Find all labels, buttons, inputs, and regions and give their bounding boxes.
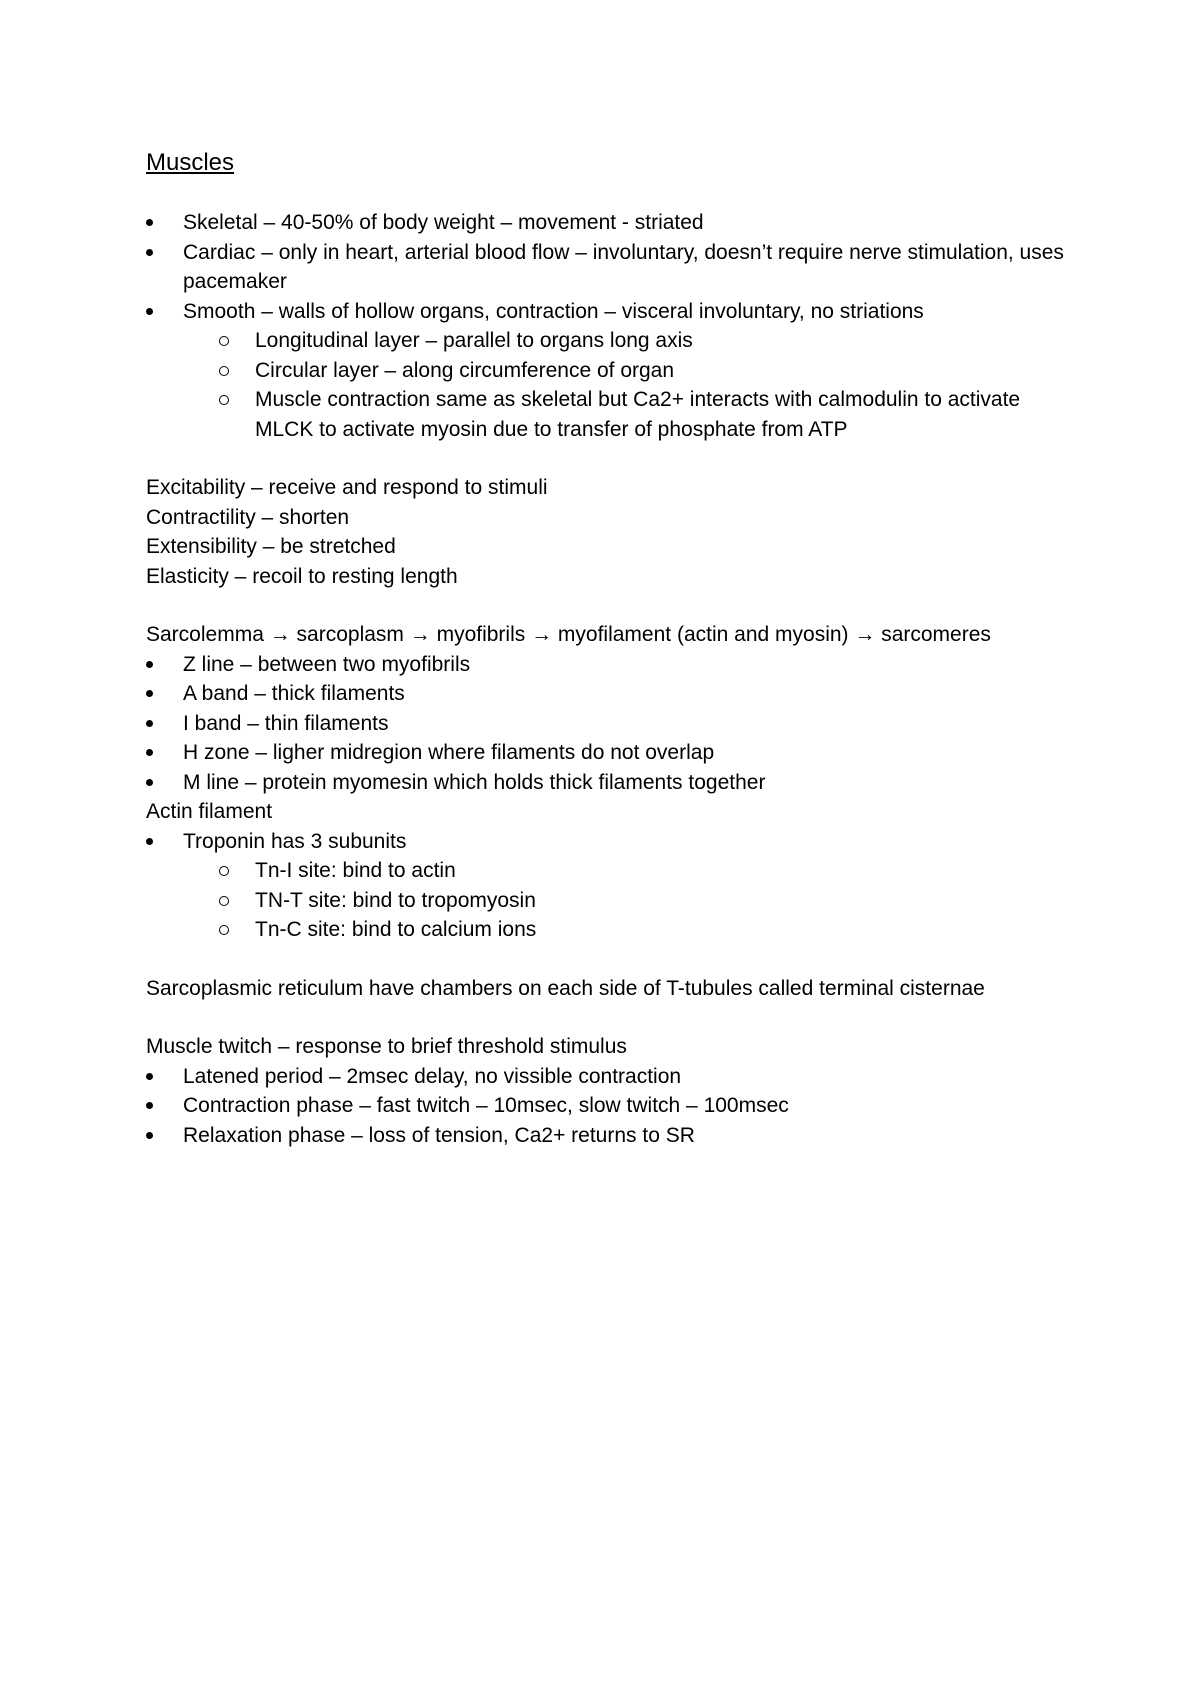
list-item: Cardiac – only in heart, arterial blood flow – involuntary, doesn’t require nerve stimulation, uses pacemaker xyxy=(146,238,1066,297)
actin-heading: Actin filament xyxy=(146,800,273,823)
muscle-types-list xyxy=(146,208,1066,444)
list-item-text: Smooth – walls of hollow organs, contraction – visceral involuntary, no striations xyxy=(183,299,924,323)
list-item xyxy=(146,827,1066,945)
list-item: Contraction phase – fast twitch – 10msec, slow twitch – 100msec xyxy=(146,1091,1066,1121)
sub-list-item: Tn-C site: bind to calcium ions xyxy=(218,915,1066,945)
property-line: Excitability – receive and respond to stimuli xyxy=(146,476,548,499)
list-item: H zone – ligher midregion where filaments do not overlap xyxy=(146,738,1066,768)
sub-list-item: TN-T site: bind to tropomyosin xyxy=(218,886,1066,916)
spacer xyxy=(146,591,1066,620)
actin-list xyxy=(146,827,1066,945)
sarcoplasmic-line: Sarcoplasmic reticulum have chambers on each side of T-tubules called terminal cisternae xyxy=(146,976,985,1000)
property-line: Elasticity – recoil to resting length xyxy=(146,564,458,588)
spacer xyxy=(146,945,1066,974)
list-item: A band – thick filaments xyxy=(146,679,1066,709)
property-line: Contractility – shorten xyxy=(146,505,350,529)
twitch-heading: Muscle twitch – response to brief threshold stimulus xyxy=(146,1035,627,1058)
page-title: Muscles xyxy=(146,149,235,176)
spacer xyxy=(146,1003,1066,1032)
list-item: I band – thin filaments xyxy=(146,709,1066,739)
sub-list-item: Longitudinal layer – parallel to organs long axis xyxy=(218,326,1066,356)
list-item: M line – protein myomesin which holds thick filaments together xyxy=(146,768,1066,798)
list-item: Skeletal – 40-50% of body weight – movement - striated xyxy=(146,208,1066,238)
sub-list-item: Tn-I site: bind to actin xyxy=(218,856,1066,886)
troponin-sublist xyxy=(218,856,1066,945)
list-item: Latened period – 2msec delay, no vissible contraction xyxy=(146,1062,1066,1092)
sarcomere-list xyxy=(146,650,1066,798)
sub-list-item: Muscle contraction same as skeletal but Ca2+ interacts with calmodulin to activate MLCK to activate myosin due to transfer of phosphate from ATP xyxy=(218,385,1066,444)
structure-chain: Sarcolemma → sarcoplasm → myofibrils → myofilament (actin and myosin) → sarcomeres xyxy=(146,623,991,646)
smooth-sublist xyxy=(218,326,1066,444)
property-line: Extensibility – be stretched xyxy=(146,535,396,558)
list-item: Relaxation phase – loss of tension, Ca2+ returns to SR xyxy=(146,1121,1066,1151)
spacer xyxy=(146,444,1066,473)
sub-list-item: Circular layer – along circumference of organ xyxy=(218,356,1066,386)
list-item-text: Troponin has 3 subunits xyxy=(183,829,407,853)
twitch-list xyxy=(146,1062,1066,1151)
list-item xyxy=(146,297,1066,445)
list-item: Z line – between two myofibrils xyxy=(146,650,1066,680)
document-body xyxy=(146,148,1066,1150)
